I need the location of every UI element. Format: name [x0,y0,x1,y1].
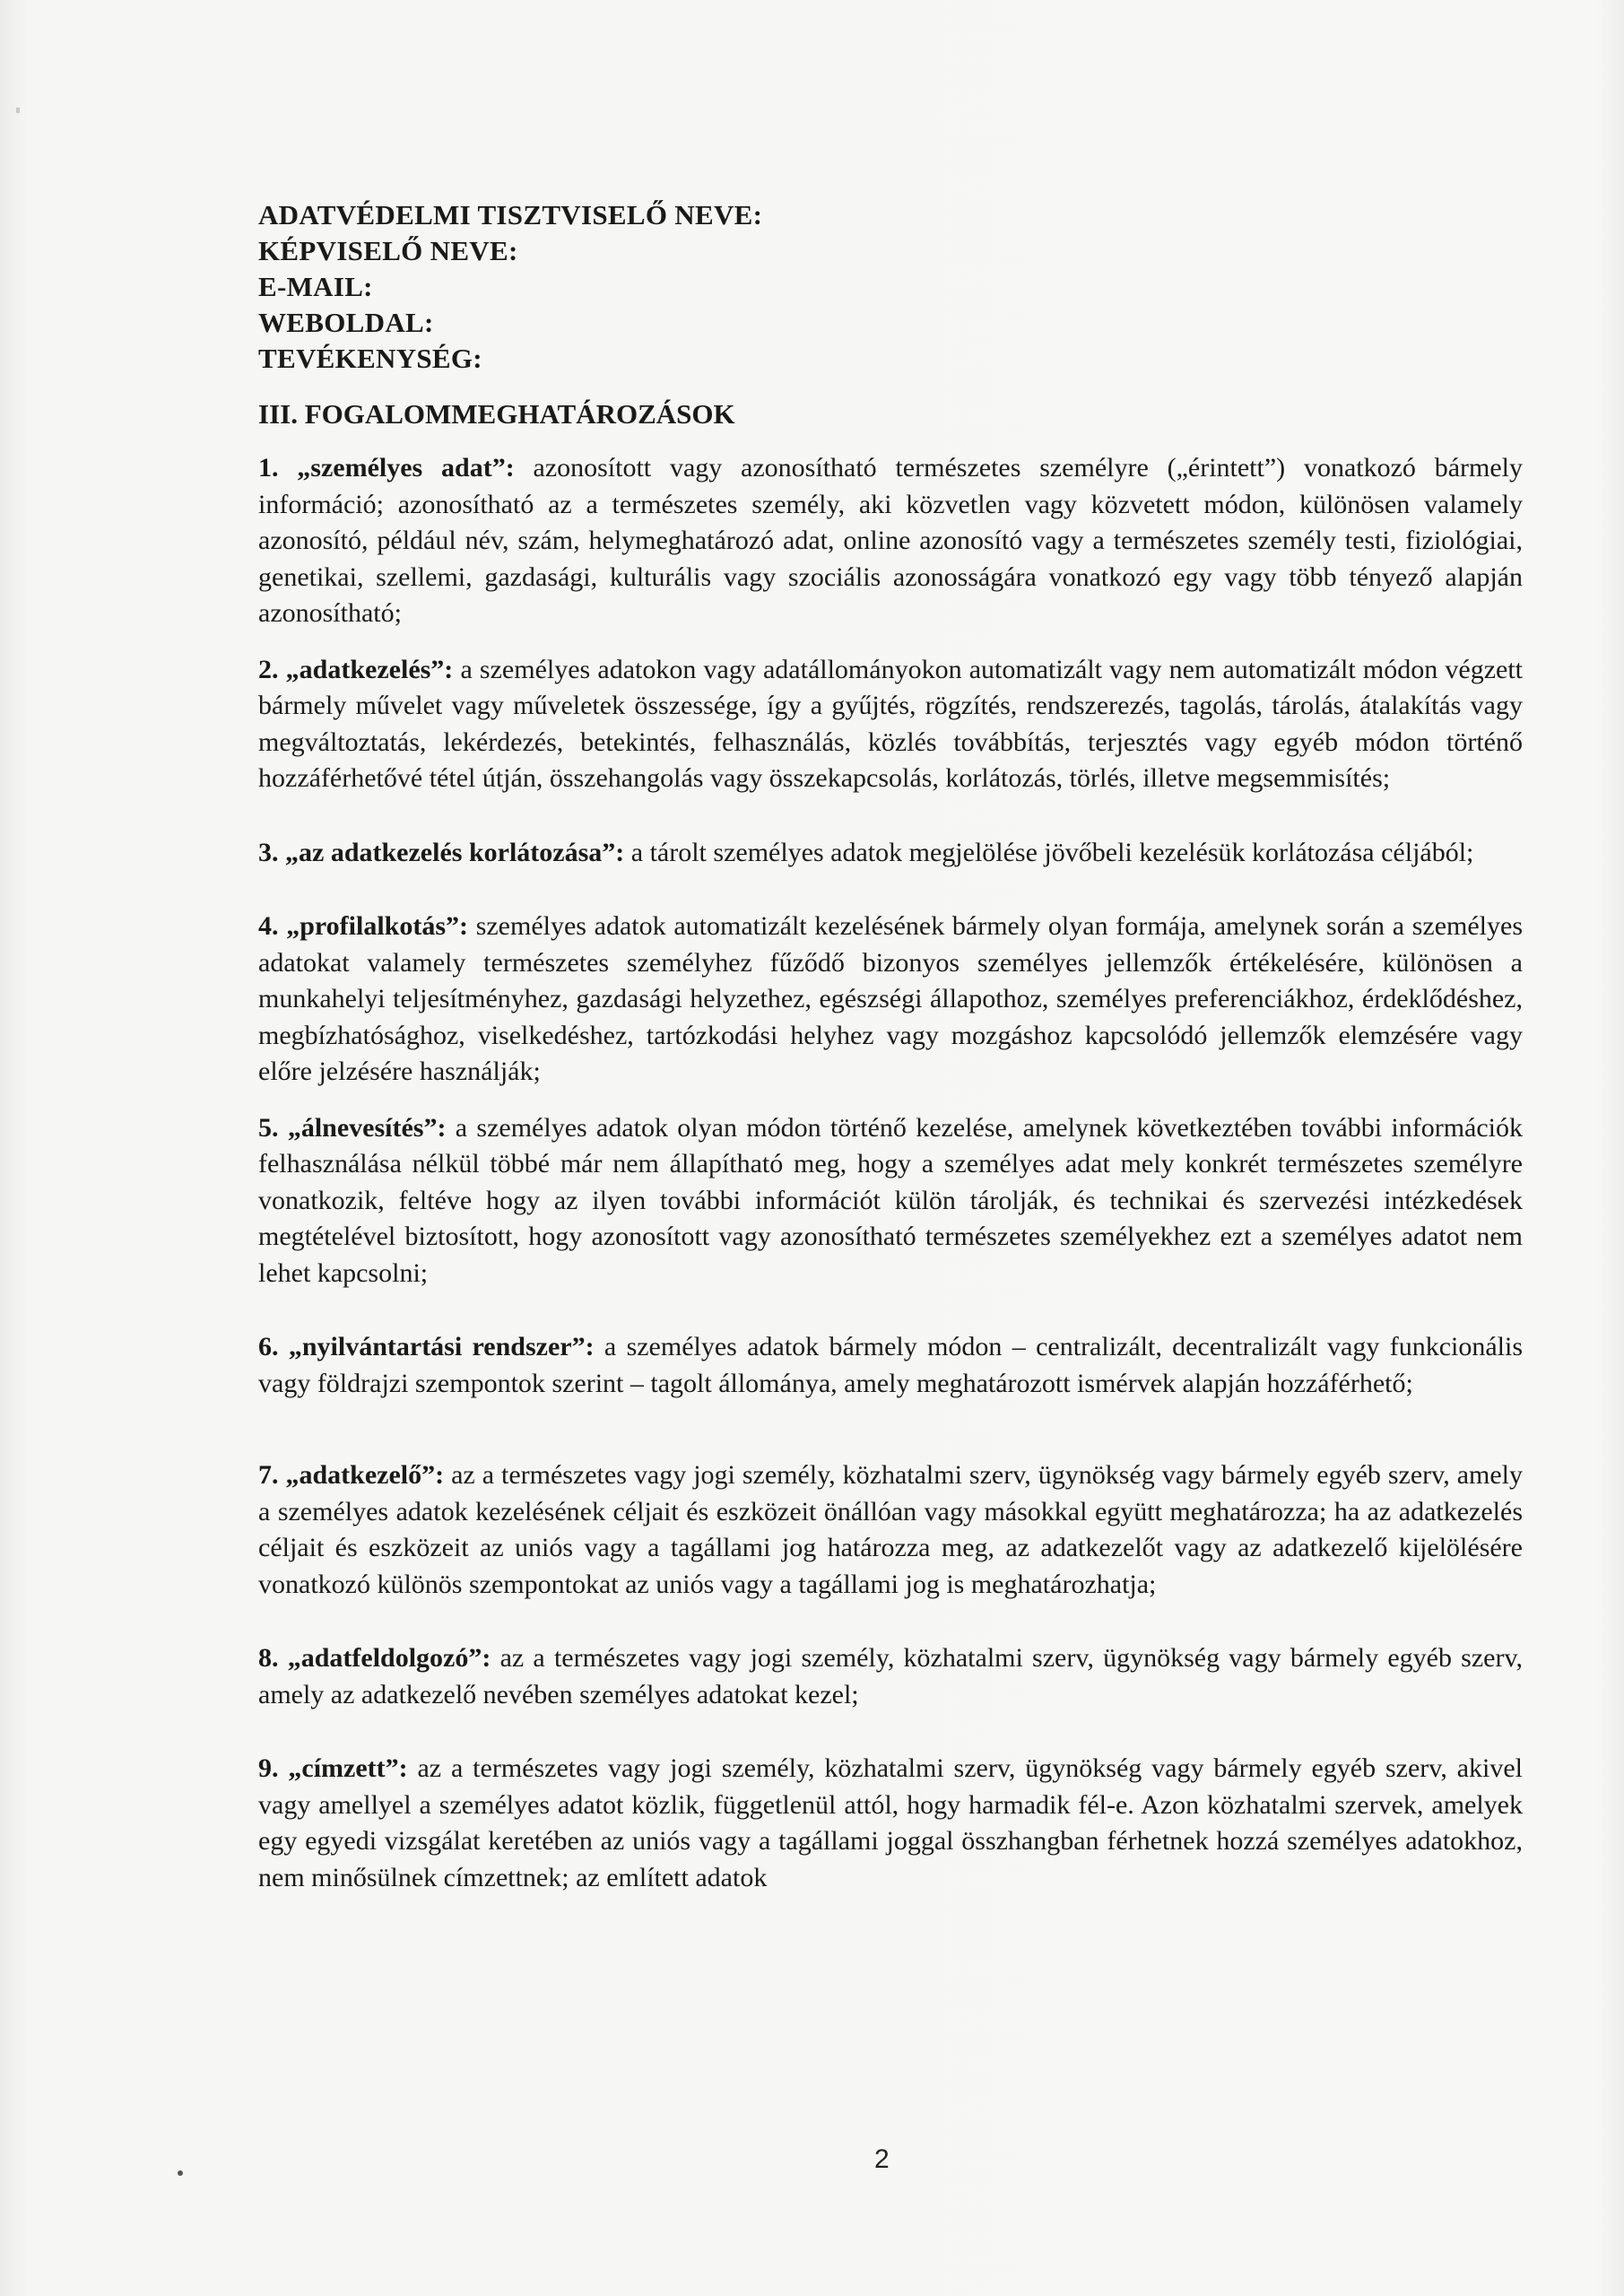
definition-number: 4. [258,911,279,941]
definition-item [258,1640,1523,1713]
definition-text: az a természetes vagy jogi személy, közhatalmi szerv, ügynökség vagy bármely egyéb szerv, amely a személyes adatok kezelésének céljait és eszközeit önállóan vagy másokkal együtt meghatározza; ha az adatkezelés céljait és eszközeit az uniós vagy a tagállami jog határozza meg, az adatkezelőt vagy az adatkezelő kijelölésére vonatkozó különös szempontokat az uniós vagy a tagállami jog is meghatározhatja; [258,1460,1523,1599]
page-number: 2 [874,2144,890,2174]
definition-item [258,835,1523,872]
header-field-representative-name: KÉPVISELŐ NEVE: [258,235,518,266]
definition-item [258,1329,1523,1402]
definition-item [258,1110,1523,1292]
definition-term: „adatkezelés”: [285,654,454,684]
definition-text: a személyes adatokon vagy adatállományokon automatizált vagy nem automatizált módon végzett bármely művelet vagy műveletek összessége, így a gyűjtés, rögzítés, rendszerezés, tagolás, tárolás, átalakítás vagy megváltoztatás, lekérdezés, betekintés, felhasználás, közlés továbbítás, terjesztés vagy egyéb módon történő hozzáférhetővé tétel útján, összehangolás vagy összekapcsolás, korlátozás, törlés, illetve megsemmisítés; [258,654,1523,793]
definition-text: személyes adatok automatizált kezelésének bármely olyan formája, amelynek során a személyes adatokat valamely természetes személyhez fűződő bizonyos személyes jellemzők értékelésére, különösen a munkahelyi teljesítményhez, gazdasági helyzethez, egészségi állapothoz, személyes preferenciákhoz, érdeklődéshez, megbízhatósághoz, viselkedéshez, tartózkodási helyhez vagy mozgáshoz kapcsolódó jellemzők elemzésére vagy előre jelzésére használják; [258,911,1523,1086]
header-field-email: E-MAIL: [258,271,373,302]
definition-number: 7. [258,1460,279,1490]
header-field-website: WEBOLDAL: [258,307,434,338]
definition-item [258,1457,1523,1603]
definition-item [258,909,1523,1091]
definition-term: „adatfeldolgozó”: [287,1643,491,1673]
definition-term: „álnevesítés”: [287,1112,447,1143]
definition-term: „az adatkezelés korlátozása”: [285,837,625,867]
definition-number: 9. [258,1753,279,1783]
definition-number: 1. [258,453,279,483]
definition-text: a személyes adatok bármely módon – centralizált, decentralizált vagy funkcionális vagy földrajzi szempontok szerint – tagolt állománya, amely meghatározott ismérvek alapján hozzáférhető; [258,1332,1524,1398]
definition-text: a tárolt személyes adatok megjelölése jövőbeli kezelésük korlátozása céljából; [624,837,1474,867]
definition-item [258,1751,1523,1896]
definition-number: 6. [258,1332,279,1361]
definition-item [258,450,1523,632]
section-title: III. FOGALOMMEGHATÁROZÁSOK [258,398,735,430]
definition-number: 5. [258,1112,279,1143]
definition-term: „nyilvántartási rendszer”: [288,1332,595,1361]
definition-term: „profilalkotás”: [286,911,468,941]
definition-text: az a természetes vagy jogi személy, közhatalmi szerv, ügynökség vagy bármely egyéb szerv, akivel vagy amellyel a személyes adatot közlik, függetlenül attól, hogy harmadik fél-e. Azon közhatalmi szervek, amelyek egy egyedi vizsgálat keretében az uniós vagy a tagállami joggal összhangban férhetnek hozzá személyes adatokhoz, nem minősülnek címzettnek; az említett adatok [258,1753,1523,1892]
definition-term: „adatkezelő”: [285,1460,445,1490]
scan-speck [178,2170,183,2176]
definition-number: 8. [258,1643,279,1673]
header-fields [258,197,1523,377]
scan-edge-mark [16,108,20,113]
document-body [258,197,1523,1896]
definition-text: a személyes adatok olyan módon történő kezelése, amelynek következtében további információk felhasználása nélkül többé már nem állapítható meg, hogy a személyes adat mely konkrét természetes személyre vonatkozik, feltéve hogy az ilyen további információt külön tárolják, és technikai és szervezési intézkedések megtételével biztosított, hogy azonosított vagy azonosítható természetes személyekhez ezt a személyes adatot nem lehet kapcsolni; [258,1112,1524,1288]
header-field-dpo-name: ADATVÉDELMI TISZTVISELŐ NEVE: [258,199,763,230]
header-field-activity: TEVÉKENYSÉG: [258,343,482,374]
definition-text: az a természetes vagy jogi személy, közhatalmi szerv, ügynökség vagy bármely egyéb szerv, amely az adatkezelő nevében személyes adatokat kezel; [258,1643,1524,1709]
definition-term: „címzett”: [288,1753,408,1783]
definition-item [258,652,1523,797]
definition-text: azonosított vagy azonosítható természetes személyre („érintett”) vonatkozó bármely információ; azonosítható az a természetes személy, aki közvetlen vagy közvetett módon, különösen valamely azonosító, például név, szám, helymeghatározó adat, online azonosító vagy a természetes személy testi, fiziológiai, genetikai, szellemi, gazdasági, kulturális vagy szociális azonosságára vonatkozó egy vagy több tényező alapján azonosítható; [258,453,1524,628]
definition-number: 2. [258,654,279,684]
definition-term: „személyes adat”: [297,453,515,483]
definition-number: 3. [258,837,279,867]
